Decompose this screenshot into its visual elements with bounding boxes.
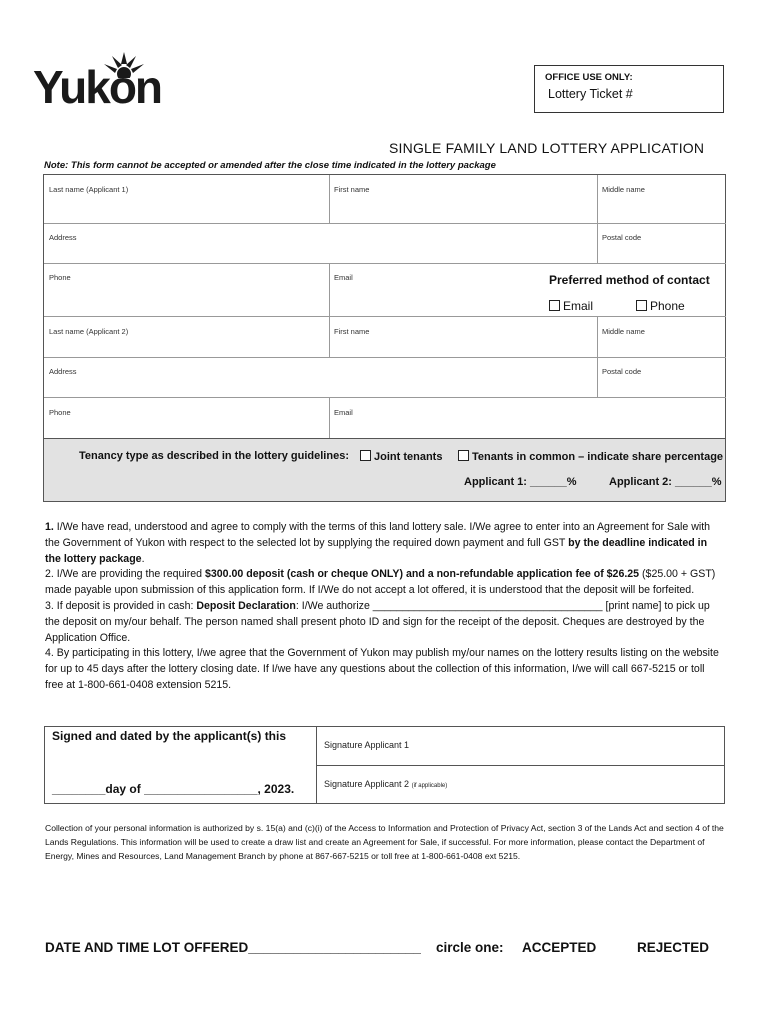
middle-name-1-label: Middle name [602, 185, 645, 194]
checkbox-icon [549, 300, 560, 311]
tenancy-type-label: Tenancy type as described in the lottery guidelines: [79, 450, 349, 462]
form-note: Note: This form cannot be accepted or amended after the close time indicated in the lottery package [44, 160, 496, 171]
rejected-option[interactable]: REJECTED [637, 940, 710, 955]
privacy-notice: Collection of your personal information is authorized by s. 15(a) and (c)(i) of the Access to Information and Protection of Privacy Act, section 3 of the Lands Act and section 4 of the Lands Regulations. This information will be used to create a draw list and create an Agreement for Sale, if successful. For more information, please contact the Department of Energy, Mines and Resources, Land Management Branch by phone at 867-667-5215 or toll free at 1-800-661-0408 ext 5215. [45, 823, 724, 862]
applicant-2-share-field[interactable]: Applicant 2: ______% [609, 476, 722, 488]
accepted-option[interactable]: ACCEPTED [522, 940, 597, 955]
postal-code-2-label: Postal code [602, 367, 642, 376]
lottery-ticket-label: Lottery Ticket # [548, 87, 633, 101]
last-name-1-label: Last name (Applicant 1) [49, 185, 129, 194]
phone-2-label: Phone [49, 408, 71, 417]
tenants-in-common-checkbox[interactable] [458, 450, 723, 463]
term-1: 1. I/We have read, understood and agree to comply with the terms of this land lottery sale. I/We agree to enter into an Agreement for Sale with the Government of Yukon with respect to the selected lot by supplying the required down payment and full GST by the deadline indicated in the lottery package. [45, 521, 711, 565]
term-4: 4. By participating in this lottery, I/we agree that the Government of Yukon may publish my/our names on the lottery results listing on the website for up to 45 days after the lottery closing date. If I/we have any questions about the collection of this information, I/we will call 667-5215 or toll free at 1-800-661-0408 extension 5215. [45, 647, 719, 691]
if-applicable-note: (if applicable) [411, 783, 448, 789]
signature-applicant-2-field[interactable]: Signature Applicant 2 (if applicable) [324, 779, 448, 789]
phone-1-label: Phone [49, 273, 71, 282]
email-2-label: Email [334, 408, 353, 417]
first-name-2-label: First name [334, 327, 370, 336]
applicant-1-share-field[interactable]: Applicant 1: ______% [464, 476, 577, 488]
term-2: 2. I/We are providing the required $300.00 deposit (cash or cheque ONLY) and a non-refundable application fee of $26.25 ($25.00 + GST) made payable upon submission of this application form. If I/We do not accept a lot offered, it is understood that the deposit will be forfeited. [45, 568, 716, 597]
email-1-label: Email [334, 273, 353, 282]
date-time-lot-offered-field[interactable]: DATE AND TIME LOT OFFERED_______________________ [45, 940, 421, 955]
middle-name-2-label: Middle name [602, 327, 645, 336]
checkbox-icon [360, 450, 371, 461]
first-name-1-label: First name [334, 185, 370, 194]
preferred-contact-title: Preferred method of contact [549, 273, 710, 287]
circle-one-label: circle one: [436, 940, 504, 955]
signature-applicant-1-field[interactable]: Signature Applicant 1 [324, 740, 410, 750]
form-title: SINGLE FAMILY LAND LOTTERY APPLICATION [389, 140, 705, 156]
postal-code-1-label: Postal code [602, 233, 642, 242]
address-2-label: Address [49, 367, 77, 376]
contact-email-checkbox[interactable] [549, 299, 593, 313]
joint-tenants-checkbox[interactable] [360, 450, 442, 463]
contact-phone-label: Phone [650, 299, 685, 313]
date-line-field[interactable]: ________day of _________________, 2023. [52, 782, 295, 796]
checkbox-icon [458, 450, 469, 461]
checkbox-icon [636, 300, 647, 311]
signed-dated-label: Signed and dated by the applicant(s) this [52, 729, 287, 743]
office-use-label: OFFICE USE ONLY: [545, 72, 633, 83]
term-3: 3. If deposit is provided in cash: Deposit Declaration: I/We authorize _______________________________________ [print name] to pick up the deposit on my/our behalf. The person named shall present photo ID and sign for the receipt of the deposit. Cheques are destroyed by the Application Office. [45, 599, 710, 644]
joint-tenants-label: Joint tenants [374, 451, 443, 463]
yukon-logo: Yukon [33, 61, 162, 113]
terms-section [45, 520, 725, 694]
tenants-in-common-label: Tenants in common – indicate share percentage [472, 451, 724, 463]
contact-phone-checkbox[interactable] [636, 299, 685, 313]
address-1-label: Address [49, 233, 77, 242]
last-name-2-label: Last name (Applicant 2) [49, 327, 129, 336]
contact-email-label: Email [563, 299, 594, 313]
